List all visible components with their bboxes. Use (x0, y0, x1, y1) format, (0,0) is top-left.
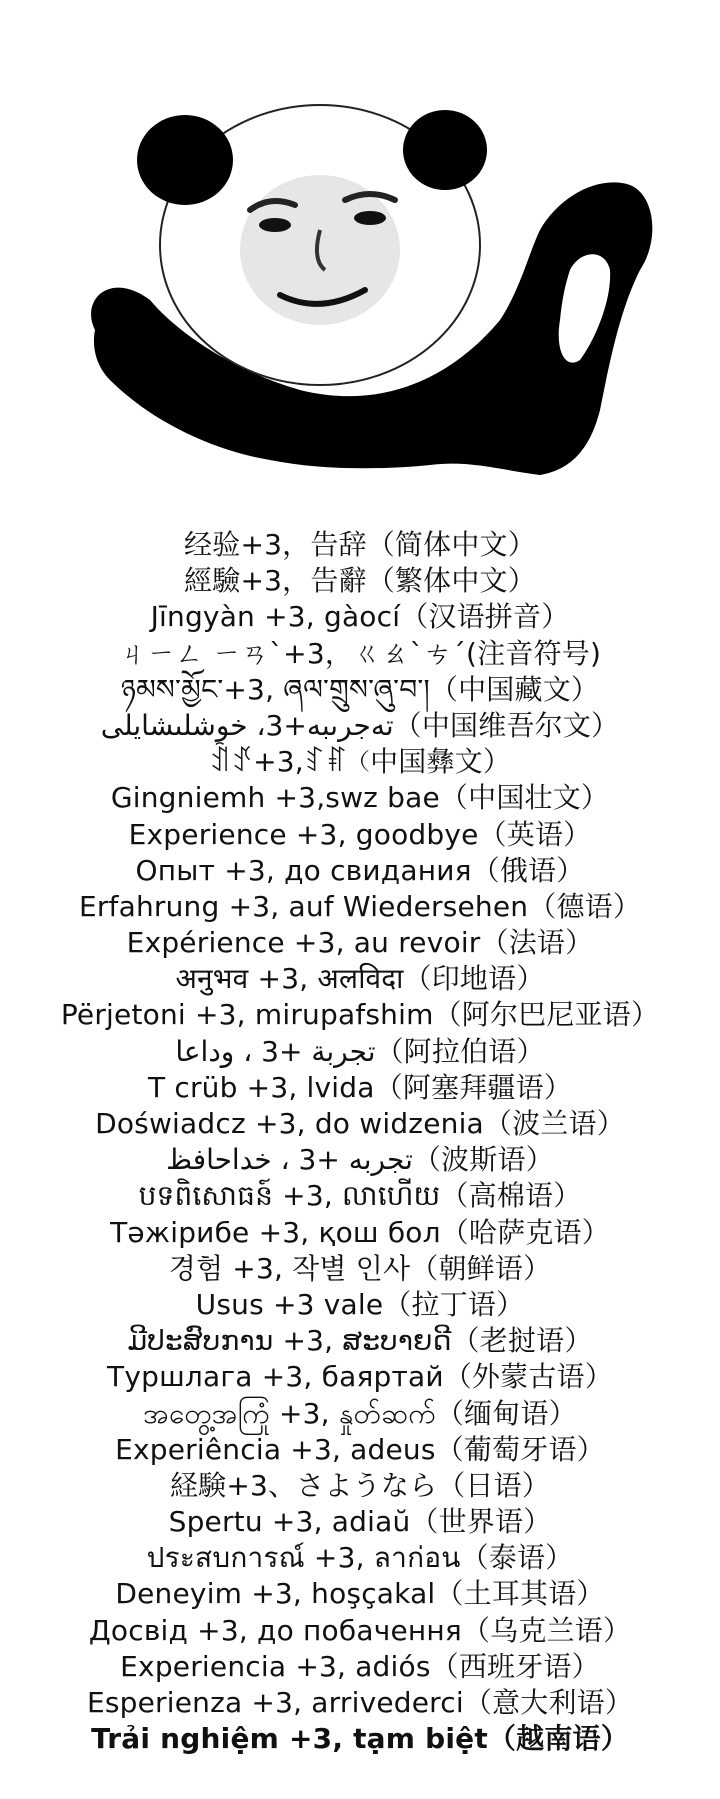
translation-line: ㄐㄧㄥ ㄧㄢˋ+3，ㄍㄠˋㄘˊ(注音符号) (118, 636, 602, 670)
translation-line: Spertu +3, adiaŭ（世界语） (168, 1505, 552, 1539)
translation-line: Туршлага +3, баяртай（外蒙古语） (107, 1360, 613, 1394)
translation-line: 경험 +3, 작별 인사（朝鲜语） (168, 1251, 552, 1285)
translation-line: Përjetoni +3, mirupafshim（阿尔巴尼亚语） (60, 998, 660, 1032)
translation-line: Experiencia +3, adiós（西班牙语） (120, 1649, 600, 1683)
translation-line: Jīngyàn +3, gàocí（汉语拼音） (150, 600, 570, 634)
right-eye (354, 211, 386, 225)
translation-line: Deneyim +3, hoşçakal（土耳其语） (115, 1577, 605, 1611)
panda-meme-image (0, 0, 720, 520)
translation-line: ཉམས་མྱོང་+3, ཞལ་གྲུས་ཞུ་བ་།（中国藏文） (120, 672, 600, 706)
translation-line: ມີປະສົບການ +3, ສະບາຍດີ（老挝语） (127, 1324, 593, 1358)
translation-line: Trải nghiệm +3, tạm biệt（越南语） (91, 1722, 629, 1756)
translation-line: အတွေ့အကြုံ +3, နှုတ်ဆက်（缅甸语） (143, 1396, 577, 1430)
translation-line: تجربه +3 ، خداحافظ（波斯语） (166, 1143, 554, 1177)
translation-list (0, 527, 720, 1757)
translation-line: अनुभव +3, अलविदा（印地语） (175, 962, 545, 996)
translation-line: Esperienza +3, arrivederci（意大利语） (86, 1686, 634, 1719)
translation-line: 经验+3，告辞（简体中文） (184, 528, 536, 561)
translation-line: Doświadcz +3, do widzenia（波兰语） (95, 1107, 625, 1140)
translation-line: T crüb +3, lvida（阿塞拜疆语） (147, 1070, 573, 1104)
translation-line: Gingniemh +3,swz bae（中国壮文） (110, 781, 610, 815)
left-eye (259, 218, 291, 232)
translation-line: Тәжірибе +3, қош бол（哈萨克语） (110, 1215, 610, 1249)
panda-right-ear (403, 110, 487, 190)
translation-line: Experiência +3, adeus（葡萄牙语） (115, 1432, 605, 1466)
translation-line: បទពិសោធន៍ +3, លាហើយ（高棉语） (138, 1179, 582, 1213)
translation-line: تەجرىبە+3، خوشلىشايلى（中国维吾尔文） (100, 708, 620, 742)
translation-line: 經驗+3，告辭（繁体中文） (184, 564, 536, 598)
translation-line: ꀉꀋ+3,ꆏꐥ（中国彝文） (208, 745, 512, 779)
translation-line: Expérience +3, au revoir（法语） (126, 926, 594, 960)
translation-line: Опыт +3, до свидания（俄语） (135, 853, 585, 887)
panda-left-ear (137, 115, 233, 205)
translation-line: ประสบการณ์ +3, ลาก่อน（泰语） (146, 1541, 574, 1575)
translation-line: Usus +3 vale（拉丁语） (195, 1287, 525, 1321)
translation-line: تجربة +3 ، وداعا（阿拉伯语） (175, 1034, 545, 1068)
translation-line: Experience +3, goodbye（英语） (128, 817, 592, 851)
translation-line: Erfahrung +3, auf Wiedersehen（德语） (78, 889, 642, 923)
translation-line: Досвід +3, до побачення（乌克兰语） (88, 1613, 632, 1647)
translation-line: 経験+3、さようなら（日语） (169, 1468, 551, 1502)
